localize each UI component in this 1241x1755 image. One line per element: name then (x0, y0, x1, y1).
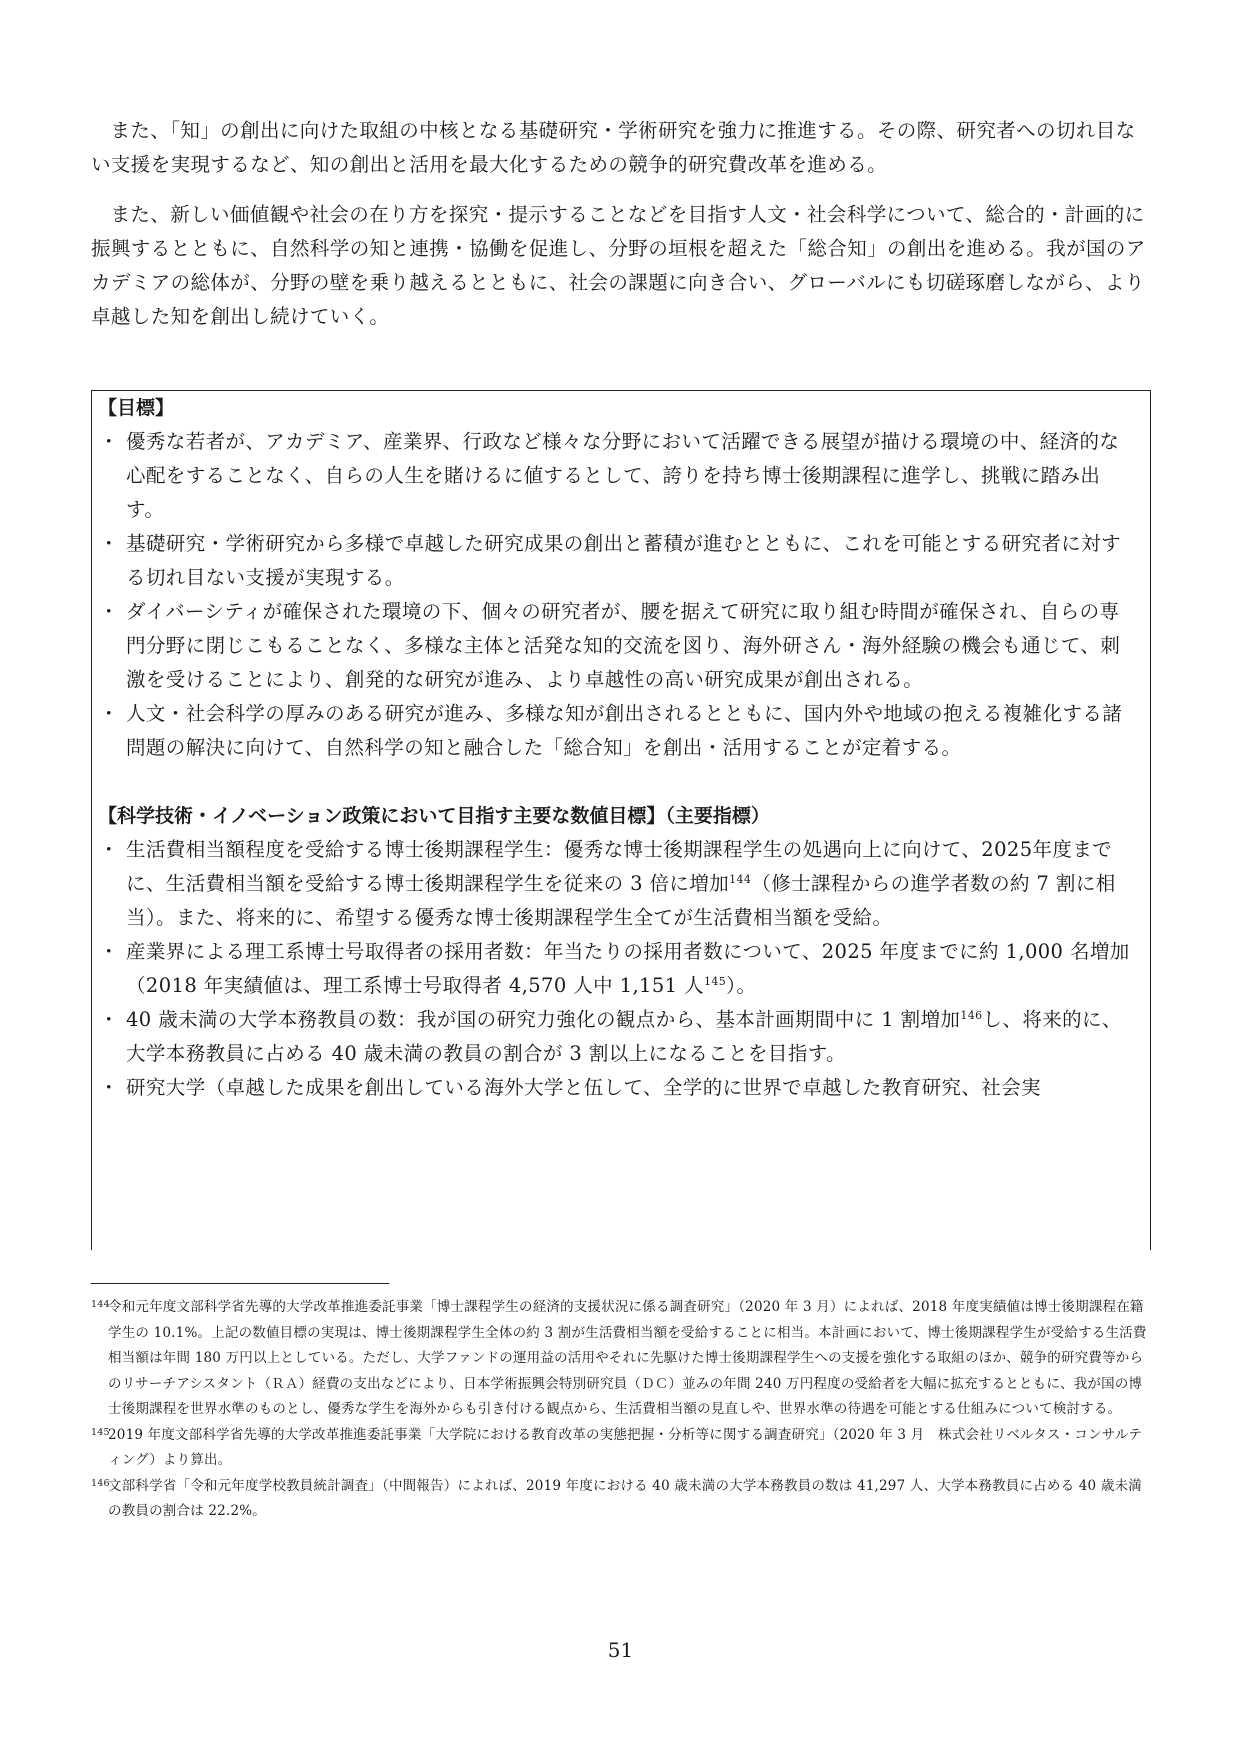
goal-text: 基礎研究・学術研究から多様で卓越した研究成果の創出と蓄積が進むとともに、これを可能とする研究者に対する切れ目ない支援が実現する。 (126, 532, 1122, 589)
bullet-icon: ・ (99, 430, 119, 453)
target-text-continued: し、将来的に、大学本務教員に占める 40 歳未満の教員の割合が 3 割以上になることを目指す。 (126, 1008, 1122, 1065)
footnote-reference[interactable]: 144 (729, 873, 752, 886)
targets-heading: 【科学技術・イノベーション政策において目指す主要な数値目標】（主要指標） (98, 805, 770, 827)
goal-item (92, 595, 1150, 697)
bullet-icon: ・ (99, 940, 119, 963)
footnote-text: 文部科学省「令和元年度学校教員統計調査」（中間報告）によれば、2019 年度における 40 歳未満の大学本務教員の数は 41,297 人、大学本務教員に占める 40 歳未満の教員の割合は 22.2%。 (108, 1477, 1142, 1519)
bullet-icon: ・ (99, 702, 119, 725)
bullet-icon: ・ (99, 1008, 119, 1031)
footnote-separator (91, 1283, 389, 1284)
bullet-icon: ・ (99, 838, 119, 861)
target-text: 40 歳未満の大学本務教員の数：我が国の研究力強化の観点から、基本計画期間中に 1 割増加 (126, 1008, 961, 1031)
footnote-reference[interactable]: 146 (960, 1009, 983, 1022)
footnote-145 (91, 1423, 1151, 1474)
goals-box (91, 390, 1151, 1250)
goal-text: ダイバーシティが確保された環境の下、個々の研究者が、腰を据えて研究に取り組む時間が確保され、自らの専門分野に閉じこもることなく、多様な主体と活発な知的交流を図り、海外研さん・海外経験の機会も通じて、刺激を受けることにより、創発的な研究が進み、より卓越性の高い研究成果が創出される。 (126, 600, 1121, 691)
footnote-text: 2019 年度文部科学省先導的大学改革推進委託事業「大学院における教育改革の実態把握・分析等に関する調査研究」（2020 年 3 月 株式会社リベルタス・コンサルティング）より算出。 (108, 1426, 1143, 1468)
target-item (92, 833, 1150, 935)
footnote-number: 145 (91, 1426, 110, 1438)
targets-list (92, 833, 1150, 1105)
bullet-icon: ・ (99, 532, 119, 555)
goals-heading: 【目標】 (98, 397, 175, 419)
footnote-number: 146 (91, 1477, 110, 1489)
body-paragraph-2: また、新しい価値観や社会の在り方を探究・提示することなどを目指す人文・社会科学について、総合的・計画的に振興するとともに、自然科学の知と連携・協働を促進し、分野の垣根を超えた「総合知」の創出を進める。我が国のアカデミアの総体が、分野の壁を乗り越えるとともに、社会の課題に向き合い、グローバルにも切磋琢磨しながら、より卓越した知を創出し続けていく。 (91, 203, 1146, 328)
footnote-number: 144 (91, 1299, 110, 1310)
target-text-continued: （修士課程からの進学者数の約 7 割に相当）。また、将来的に、希望する優秀な博士後期課程学生全てが生活費相当額を受給。 (126, 872, 1116, 929)
bullet-icon: ・ (99, 600, 119, 623)
footnote-146 (91, 1474, 1151, 1525)
target-text-continued: ）。 (726, 974, 757, 997)
footnote-144 (91, 1295, 1151, 1423)
goal-item (92, 697, 1150, 765)
target-item (92, 1003, 1150, 1071)
target-text: 産業界による理工系博士号取得者の採用者数：年当たりの採用者数について、2025 年度までに約 1,000 名増加（2018 年実績値は、理工系博士号取得者 4,570 人中 1,151 人 (126, 940, 1130, 997)
target-item (92, 935, 1150, 1003)
goals-list (92, 425, 1150, 765)
body-paragraph-1: また、「知」の創出に向けた取組の中核となる基礎研究・学術研究を強力に推進する。その際、研究者への切れ目ない支援を実現するなど、知の創出と活用を最大化するための競争的研究費改革を進める。 (91, 119, 1136, 176)
goal-text: 優秀な若者が、アカデミア、産業界、行政など様々な分野において活躍できる展望が描ける環境の中、経済的な心配をすることなく、自らの人生を賭けるに値するとして、誇りを持ち博士後期課程に進学し、挑戦に踏み出す。 (126, 430, 1120, 521)
page-number: 51 (607, 1638, 634, 1662)
bullet-icon: ・ (99, 1076, 119, 1099)
goal-item (92, 425, 1150, 527)
footnote-text: 令和元年度文部科学省先導的大学改革推進委託事業「博士課程学生の経済的支援状況に係る調査研究」（2020 年 3 月）によれば、2018 年度実績値は博士後期課程在籍学生の 10.1%。上記の数値目標の実現は、博士後期課程学生全体の約 3 割が生活費相当額を受給することに相当。本計画において、博士後期課程学生が受給する生活費相当額は年間 180 万円以上としている。ただし、大学ファンドの運用益の活用やそれに先駆けた博士後期課程学生への支援を強化する取組のほか、競争的研究費等からのリサーチアシスタント（ＲＡ）経費の支出などにより、日本学術振興会特別研究員（ＤＣ）並みの年間 240 万円程度の受給者を大幅に拡充するとともに、我が国の博士後期課程を世界水準のものとし、優秀な学生を海外からも引き付ける観点から、生活費相当額の見直しや、世界水準の待遇を可能とする仕組みについて検討する。 (108, 1299, 1147, 1417)
target-text: 生活費相当額程度を受給する博士後期課程学生：優秀な博士後期課程学生の処遇向上に向けて、2025年度までに、生活費相当額を受給する博士後期課程学生を従来の 3 倍に増加 (126, 838, 1113, 895)
footnote-reference[interactable]: 145 (703, 975, 727, 988)
goal-text: 人文・社会科学の厚みのある研究が進み、多様な知が創出されるとともに、国内外や地域の抱える複雑化する諸問題の解決に向けて、自然科学の知と融合した「総合知」を創出・活用することが定着する。 (126, 702, 1123, 759)
footnotes (91, 1295, 1151, 1525)
target-item (92, 1071, 1150, 1105)
goal-item (92, 527, 1150, 595)
target-text: 研究大学（卓越した成果を創出している海外大学と伍して、全学的に世界で卓越した教育研究、社会実 (126, 1076, 1042, 1099)
